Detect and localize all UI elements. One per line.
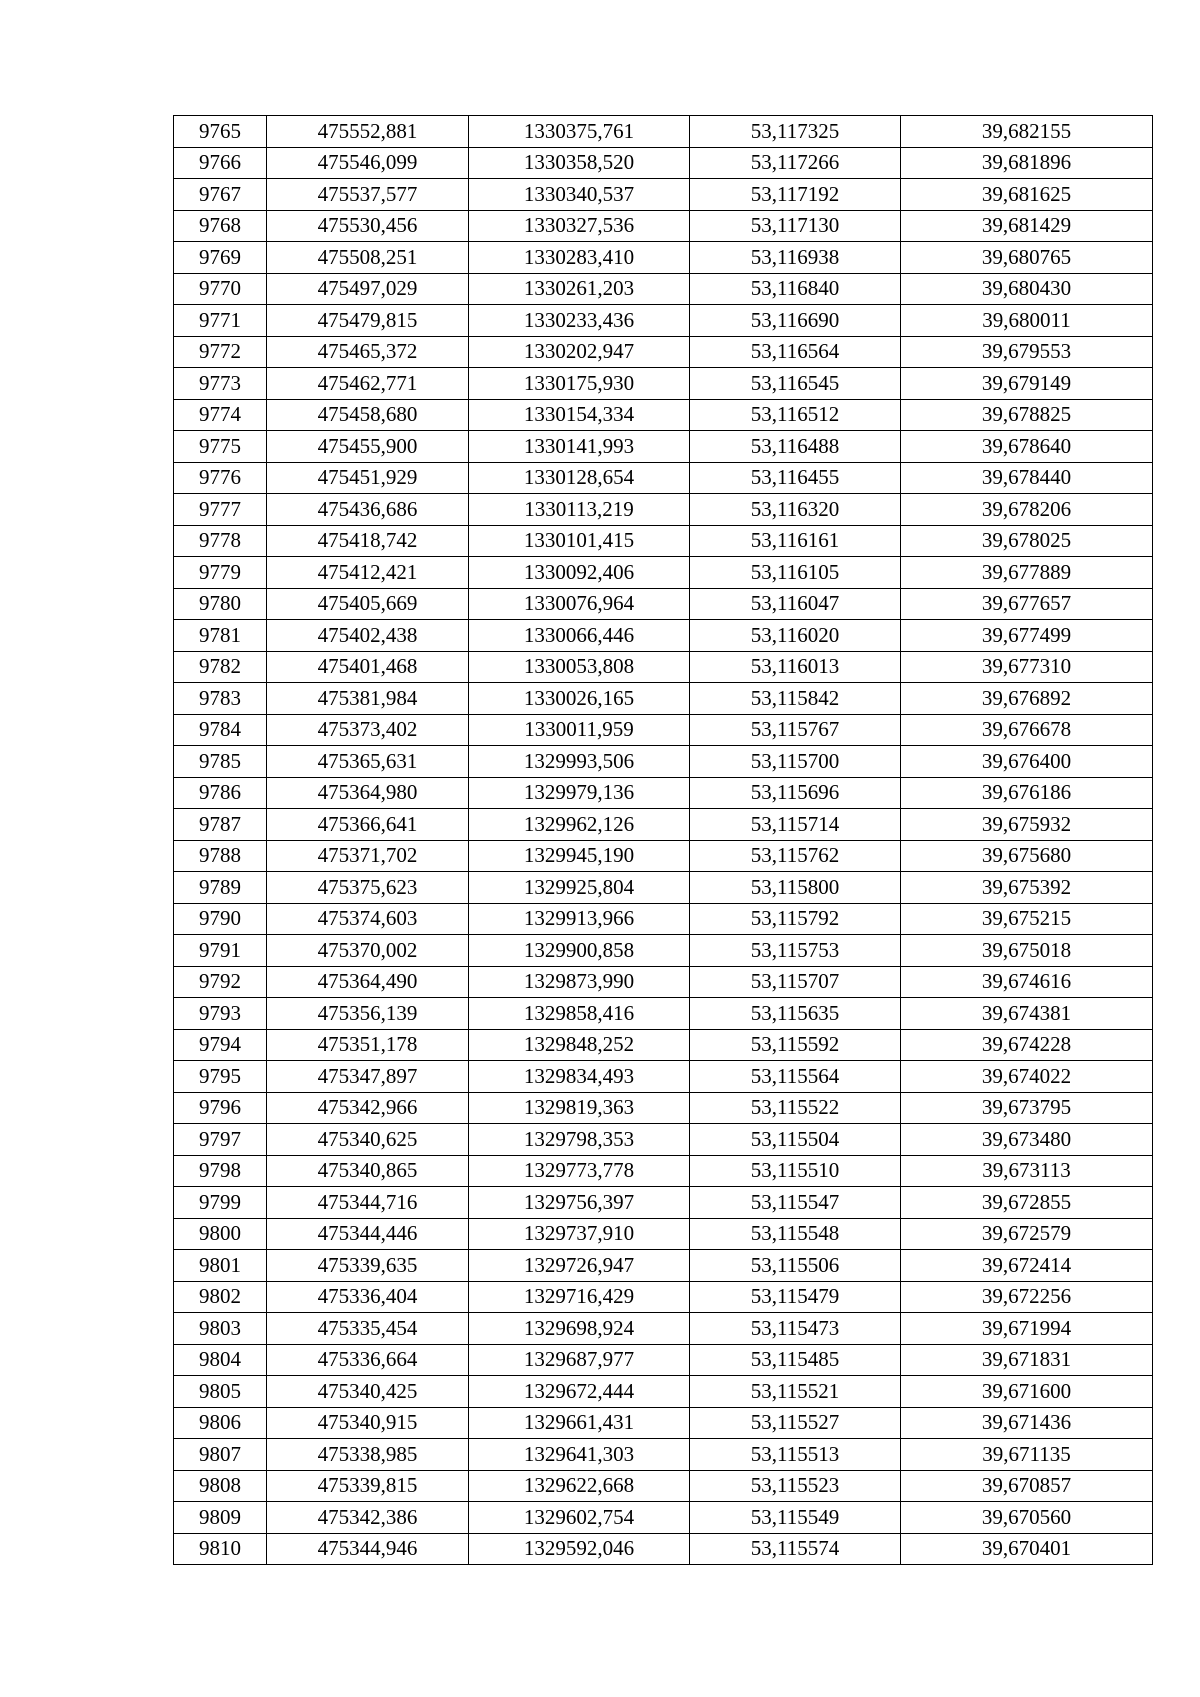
- point-number-cell: 9780: [174, 588, 267, 620]
- latitude-cell: 53,115548: [690, 1218, 901, 1250]
- y-coordinate-cell: 1329993,506: [469, 746, 690, 778]
- latitude-cell: 53,116020: [690, 620, 901, 652]
- y-coordinate-cell: 1330358,520: [469, 147, 690, 179]
- y-coordinate-cell: 1330202,947: [469, 336, 690, 368]
- latitude-cell: 53,116564: [690, 336, 901, 368]
- longitude-cell: 39,681429: [901, 210, 1153, 242]
- latitude-cell: 53,115510: [690, 1155, 901, 1187]
- y-coordinate-cell: 1330053,808: [469, 651, 690, 683]
- x-coordinate-cell: 475351,178: [267, 1029, 469, 1061]
- y-coordinate-cell: 1330113,219: [469, 494, 690, 526]
- table-row: [174, 746, 1153, 778]
- latitude-cell: 53,115753: [690, 935, 901, 967]
- point-number-cell: 9806: [174, 1407, 267, 1439]
- latitude-cell: 53,115547: [690, 1187, 901, 1219]
- latitude-cell: 53,115521: [690, 1376, 901, 1408]
- x-coordinate-cell: 475375,623: [267, 872, 469, 904]
- y-coordinate-cell: 1329858,416: [469, 998, 690, 1030]
- latitude-cell: 53,115479: [690, 1281, 901, 1313]
- longitude-cell: 39,678025: [901, 525, 1153, 557]
- point-number-cell: 9765: [174, 116, 267, 148]
- latitude-cell: 53,115522: [690, 1092, 901, 1124]
- x-coordinate-cell: 475381,984: [267, 683, 469, 715]
- point-number-cell: 9789: [174, 872, 267, 904]
- longitude-cell: 39,680011: [901, 305, 1153, 337]
- point-number-cell: 9766: [174, 147, 267, 179]
- y-coordinate-cell: 1329716,429: [469, 1281, 690, 1313]
- point-number-cell: 9795: [174, 1061, 267, 1093]
- table-row: [174, 368, 1153, 400]
- table-row: [174, 1502, 1153, 1534]
- latitude-cell: 53,116512: [690, 399, 901, 431]
- x-coordinate-cell: 475365,631: [267, 746, 469, 778]
- point-number-cell: 9799: [174, 1187, 267, 1219]
- y-coordinate-cell: 1329592,046: [469, 1533, 690, 1565]
- y-coordinate-cell: 1330327,536: [469, 210, 690, 242]
- x-coordinate-cell: 475537,577: [267, 179, 469, 211]
- x-coordinate-cell: 475458,680: [267, 399, 469, 431]
- latitude-cell: 53,117130: [690, 210, 901, 242]
- x-coordinate-cell: 475508,251: [267, 242, 469, 274]
- latitude-cell: 53,115513: [690, 1439, 901, 1471]
- point-number-cell: 9791: [174, 935, 267, 967]
- y-coordinate-cell: 1330261,203: [469, 273, 690, 305]
- y-coordinate-cell: 1330175,930: [469, 368, 690, 400]
- point-number-cell: 9809: [174, 1502, 267, 1534]
- table-row: [174, 1533, 1153, 1565]
- x-coordinate-cell: 475364,980: [267, 777, 469, 809]
- latitude-cell: 53,116455: [690, 462, 901, 494]
- latitude-cell: 53,116690: [690, 305, 901, 337]
- table-row: [174, 1029, 1153, 1061]
- y-coordinate-cell: 1329819,363: [469, 1092, 690, 1124]
- x-coordinate-cell: 475455,900: [267, 431, 469, 463]
- x-coordinate-cell: 475339,635: [267, 1250, 469, 1282]
- table-row: [174, 683, 1153, 715]
- longitude-cell: 39,674022: [901, 1061, 1153, 1093]
- x-coordinate-cell: 475479,815: [267, 305, 469, 337]
- longitude-cell: 39,676892: [901, 683, 1153, 715]
- table-row: [174, 935, 1153, 967]
- longitude-cell: 39,678440: [901, 462, 1153, 494]
- latitude-cell: 53,115527: [690, 1407, 901, 1439]
- x-coordinate-cell: 475552,881: [267, 116, 469, 148]
- x-coordinate-cell: 475339,815: [267, 1470, 469, 1502]
- coordinates-table: [173, 115, 1153, 1565]
- point-number-cell: 9797: [174, 1124, 267, 1156]
- point-number-cell: 9767: [174, 179, 267, 211]
- point-number-cell: 9800: [174, 1218, 267, 1250]
- y-coordinate-cell: 1329737,910: [469, 1218, 690, 1250]
- y-coordinate-cell: 1329873,990: [469, 966, 690, 998]
- point-number-cell: 9792: [174, 966, 267, 998]
- point-number-cell: 9783: [174, 683, 267, 715]
- point-number-cell: 9775: [174, 431, 267, 463]
- y-coordinate-cell: 1329622,668: [469, 1470, 690, 1502]
- table-row: [174, 116, 1153, 148]
- latitude-cell: 53,115564: [690, 1061, 901, 1093]
- point-number-cell: 9771: [174, 305, 267, 337]
- latitude-cell: 53,116013: [690, 651, 901, 683]
- y-coordinate-cell: 1330233,436: [469, 305, 690, 337]
- table-row: [174, 651, 1153, 683]
- x-coordinate-cell: 475344,946: [267, 1533, 469, 1565]
- y-coordinate-cell: 1330076,964: [469, 588, 690, 620]
- longitude-cell: 39,677499: [901, 620, 1153, 652]
- longitude-cell: 39,671135: [901, 1439, 1153, 1471]
- table-row: [174, 557, 1153, 589]
- x-coordinate-cell: 475401,468: [267, 651, 469, 683]
- longitude-cell: 39,681625: [901, 179, 1153, 211]
- y-coordinate-cell: 1329945,190: [469, 840, 690, 872]
- x-coordinate-cell: 475412,421: [267, 557, 469, 589]
- table-row: [174, 1124, 1153, 1156]
- point-number-cell: 9773: [174, 368, 267, 400]
- table-row: [174, 840, 1153, 872]
- table-row: [174, 1470, 1153, 1502]
- x-coordinate-cell: 475373,402: [267, 714, 469, 746]
- point-number-cell: 9777: [174, 494, 267, 526]
- table-row: [174, 998, 1153, 1030]
- y-coordinate-cell: 1329773,778: [469, 1155, 690, 1187]
- latitude-cell: 53,117325: [690, 116, 901, 148]
- longitude-cell: 39,671600: [901, 1376, 1153, 1408]
- table-row: [174, 1218, 1153, 1250]
- point-number-cell: 9778: [174, 525, 267, 557]
- longitude-cell: 39,671436: [901, 1407, 1153, 1439]
- y-coordinate-cell: 1329913,966: [469, 903, 690, 935]
- point-number-cell: 9796: [174, 1092, 267, 1124]
- longitude-cell: 39,673480: [901, 1124, 1153, 1156]
- latitude-cell: 53,115635: [690, 998, 901, 1030]
- x-coordinate-cell: 475405,669: [267, 588, 469, 620]
- table-row: [174, 1155, 1153, 1187]
- latitude-cell: 53,117192: [690, 179, 901, 211]
- table-row: [174, 431, 1153, 463]
- point-number-cell: 9808: [174, 1470, 267, 1502]
- x-coordinate-cell: 475336,664: [267, 1344, 469, 1376]
- point-number-cell: 9802: [174, 1281, 267, 1313]
- x-coordinate-cell: 475402,438: [267, 620, 469, 652]
- longitude-cell: 39,675215: [901, 903, 1153, 935]
- longitude-cell: 39,675680: [901, 840, 1153, 872]
- x-coordinate-cell: 475335,454: [267, 1313, 469, 1345]
- table-row: [174, 147, 1153, 179]
- point-number-cell: 9793: [174, 998, 267, 1030]
- latitude-cell: 53,115842: [690, 683, 901, 715]
- latitude-cell: 53,115767: [690, 714, 901, 746]
- x-coordinate-cell: 475436,686: [267, 494, 469, 526]
- longitude-cell: 39,677657: [901, 588, 1153, 620]
- y-coordinate-cell: 1330340,537: [469, 179, 690, 211]
- longitude-cell: 39,672414: [901, 1250, 1153, 1282]
- latitude-cell: 53,116105: [690, 557, 901, 589]
- latitude-cell: 53,117266: [690, 147, 901, 179]
- longitude-cell: 39,678825: [901, 399, 1153, 431]
- y-coordinate-cell: 1329979,136: [469, 777, 690, 809]
- x-coordinate-cell: 475364,490: [267, 966, 469, 998]
- table-row: [174, 462, 1153, 494]
- latitude-cell: 53,115714: [690, 809, 901, 841]
- y-coordinate-cell: 1330283,410: [469, 242, 690, 274]
- longitude-cell: 39,671994: [901, 1313, 1153, 1345]
- point-number-cell: 9788: [174, 840, 267, 872]
- point-number-cell: 9768: [174, 210, 267, 242]
- point-number-cell: 9785: [174, 746, 267, 778]
- longitude-cell: 39,678640: [901, 431, 1153, 463]
- point-number-cell: 9787: [174, 809, 267, 841]
- point-number-cell: 9790: [174, 903, 267, 935]
- table-row: [174, 620, 1153, 652]
- point-number-cell: 9803: [174, 1313, 267, 1345]
- point-number-cell: 9786: [174, 777, 267, 809]
- point-number-cell: 9776: [174, 462, 267, 494]
- table-row: [174, 1344, 1153, 1376]
- point-number-cell: 9810: [174, 1533, 267, 1565]
- longitude-cell: 39,674381: [901, 998, 1153, 1030]
- table-row: [174, 179, 1153, 211]
- table-row: [174, 903, 1153, 935]
- y-coordinate-cell: 1329602,754: [469, 1502, 690, 1534]
- x-coordinate-cell: 475340,915: [267, 1407, 469, 1439]
- latitude-cell: 53,116840: [690, 273, 901, 305]
- table-row: [174, 399, 1153, 431]
- table-row: [174, 1092, 1153, 1124]
- table-row: [174, 872, 1153, 904]
- table-row: [174, 305, 1153, 337]
- table-row: [174, 777, 1153, 809]
- y-coordinate-cell: 1330375,761: [469, 116, 690, 148]
- point-number-cell: 9801: [174, 1250, 267, 1282]
- x-coordinate-cell: 475340,625: [267, 1124, 469, 1156]
- latitude-cell: 53,115792: [690, 903, 901, 935]
- longitude-cell: 39,682155: [901, 116, 1153, 148]
- y-coordinate-cell: 1330101,415: [469, 525, 690, 557]
- longitude-cell: 39,674616: [901, 966, 1153, 998]
- longitude-cell: 39,679149: [901, 368, 1153, 400]
- y-coordinate-cell: 1329848,252: [469, 1029, 690, 1061]
- y-coordinate-cell: 1329726,947: [469, 1250, 690, 1282]
- x-coordinate-cell: 475370,002: [267, 935, 469, 967]
- y-coordinate-cell: 1329900,858: [469, 935, 690, 967]
- latitude-cell: 53,115762: [690, 840, 901, 872]
- x-coordinate-cell: 475374,603: [267, 903, 469, 935]
- latitude-cell: 53,115523: [690, 1470, 901, 1502]
- longitude-cell: 39,680430: [901, 273, 1153, 305]
- latitude-cell: 53,115696: [690, 777, 901, 809]
- y-coordinate-cell: 1329661,431: [469, 1407, 690, 1439]
- latitude-cell: 53,115485: [690, 1344, 901, 1376]
- point-number-cell: 9805: [174, 1376, 267, 1408]
- y-coordinate-cell: 1329925,804: [469, 872, 690, 904]
- y-coordinate-cell: 1329672,444: [469, 1376, 690, 1408]
- table-row: [174, 1407, 1153, 1439]
- point-number-cell: 9804: [174, 1344, 267, 1376]
- table-row: [174, 1061, 1153, 1093]
- longitude-cell: 39,680765: [901, 242, 1153, 274]
- point-number-cell: 9781: [174, 620, 267, 652]
- point-number-cell: 9798: [174, 1155, 267, 1187]
- table-row: [174, 1187, 1153, 1219]
- y-coordinate-cell: 1329698,924: [469, 1313, 690, 1345]
- latitude-cell: 53,116047: [690, 588, 901, 620]
- y-coordinate-cell: 1329834,493: [469, 1061, 690, 1093]
- table-row: [174, 1376, 1153, 1408]
- table-row: [174, 1250, 1153, 1282]
- table-row: [174, 1281, 1153, 1313]
- table-row: [174, 242, 1153, 274]
- longitude-cell: 39,674228: [901, 1029, 1153, 1061]
- longitude-cell: 39,681896: [901, 147, 1153, 179]
- point-number-cell: 9769: [174, 242, 267, 274]
- y-coordinate-cell: 1330066,446: [469, 620, 690, 652]
- latitude-cell: 53,115506: [690, 1250, 901, 1282]
- x-coordinate-cell: 475356,139: [267, 998, 469, 1030]
- longitude-cell: 39,673113: [901, 1155, 1153, 1187]
- longitude-cell: 39,672256: [901, 1281, 1153, 1313]
- latitude-cell: 53,116320: [690, 494, 901, 526]
- y-coordinate-cell: 1329756,397: [469, 1187, 690, 1219]
- point-number-cell: 9774: [174, 399, 267, 431]
- longitude-cell: 39,675392: [901, 872, 1153, 904]
- table-row: [174, 1439, 1153, 1471]
- point-number-cell: 9782: [174, 651, 267, 683]
- latitude-cell: 53,115592: [690, 1029, 901, 1061]
- latitude-cell: 53,115574: [690, 1533, 901, 1565]
- x-coordinate-cell: 475342,386: [267, 1502, 469, 1534]
- point-number-cell: 9770: [174, 273, 267, 305]
- table-row: [174, 1313, 1153, 1345]
- y-coordinate-cell: 1330026,165: [469, 683, 690, 715]
- longitude-cell: 39,675932: [901, 809, 1153, 841]
- y-coordinate-cell: 1330011,959: [469, 714, 690, 746]
- x-coordinate-cell: 475371,702: [267, 840, 469, 872]
- longitude-cell: 39,670857: [901, 1470, 1153, 1502]
- x-coordinate-cell: 475342,966: [267, 1092, 469, 1124]
- table-row: [174, 966, 1153, 998]
- longitude-cell: 39,678206: [901, 494, 1153, 526]
- latitude-cell: 53,116488: [690, 431, 901, 463]
- x-coordinate-cell: 475530,456: [267, 210, 469, 242]
- coordinates-table-body: [174, 116, 1153, 1565]
- longitude-cell: 39,670560: [901, 1502, 1153, 1534]
- table-row: [174, 809, 1153, 841]
- y-coordinate-cell: 1330141,993: [469, 431, 690, 463]
- x-coordinate-cell: 475497,029: [267, 273, 469, 305]
- longitude-cell: 39,672579: [901, 1218, 1153, 1250]
- table-row: [174, 588, 1153, 620]
- longitude-cell: 39,673795: [901, 1092, 1153, 1124]
- latitude-cell: 53,116938: [690, 242, 901, 274]
- point-number-cell: 9807: [174, 1439, 267, 1471]
- point-number-cell: 9784: [174, 714, 267, 746]
- x-coordinate-cell: 475465,372: [267, 336, 469, 368]
- longitude-cell: 39,670401: [901, 1533, 1153, 1565]
- table-row: [174, 714, 1153, 746]
- y-coordinate-cell: 1329687,977: [469, 1344, 690, 1376]
- x-coordinate-cell: 475451,929: [267, 462, 469, 494]
- x-coordinate-cell: 475340,865: [267, 1155, 469, 1187]
- longitude-cell: 39,672855: [901, 1187, 1153, 1219]
- latitude-cell: 53,115504: [690, 1124, 901, 1156]
- longitude-cell: 39,676678: [901, 714, 1153, 746]
- x-coordinate-cell: 475347,897: [267, 1061, 469, 1093]
- x-coordinate-cell: 475366,641: [267, 809, 469, 841]
- longitude-cell: 39,676186: [901, 777, 1153, 809]
- latitude-cell: 53,116545: [690, 368, 901, 400]
- latitude-cell: 53,115549: [690, 1502, 901, 1534]
- y-coordinate-cell: 1329962,126: [469, 809, 690, 841]
- y-coordinate-cell: 1330154,334: [469, 399, 690, 431]
- table-row: [174, 210, 1153, 242]
- latitude-cell: 53,115707: [690, 966, 901, 998]
- x-coordinate-cell: 475546,099: [267, 147, 469, 179]
- table-row: [174, 273, 1153, 305]
- x-coordinate-cell: 475462,771: [267, 368, 469, 400]
- x-coordinate-cell: 475418,742: [267, 525, 469, 557]
- x-coordinate-cell: 475344,716: [267, 1187, 469, 1219]
- table-row: [174, 336, 1153, 368]
- y-coordinate-cell: 1330092,406: [469, 557, 690, 589]
- point-number-cell: 9779: [174, 557, 267, 589]
- latitude-cell: 53,116161: [690, 525, 901, 557]
- x-coordinate-cell: 475340,425: [267, 1376, 469, 1408]
- longitude-cell: 39,677310: [901, 651, 1153, 683]
- x-coordinate-cell: 475344,446: [267, 1218, 469, 1250]
- table-row: [174, 525, 1153, 557]
- y-coordinate-cell: 1330128,654: [469, 462, 690, 494]
- table-row: [174, 494, 1153, 526]
- latitude-cell: 53,115700: [690, 746, 901, 778]
- x-coordinate-cell: 475336,404: [267, 1281, 469, 1313]
- point-number-cell: 9794: [174, 1029, 267, 1061]
- y-coordinate-cell: 1329641,303: [469, 1439, 690, 1471]
- latitude-cell: 53,115800: [690, 872, 901, 904]
- longitude-cell: 39,675018: [901, 935, 1153, 967]
- point-number-cell: 9772: [174, 336, 267, 368]
- latitude-cell: 53,115473: [690, 1313, 901, 1345]
- longitude-cell: 39,676400: [901, 746, 1153, 778]
- x-coordinate-cell: 475338,985: [267, 1439, 469, 1471]
- longitude-cell: 39,679553: [901, 336, 1153, 368]
- longitude-cell: 39,677889: [901, 557, 1153, 589]
- longitude-cell: 39,671831: [901, 1344, 1153, 1376]
- y-coordinate-cell: 1329798,353: [469, 1124, 690, 1156]
